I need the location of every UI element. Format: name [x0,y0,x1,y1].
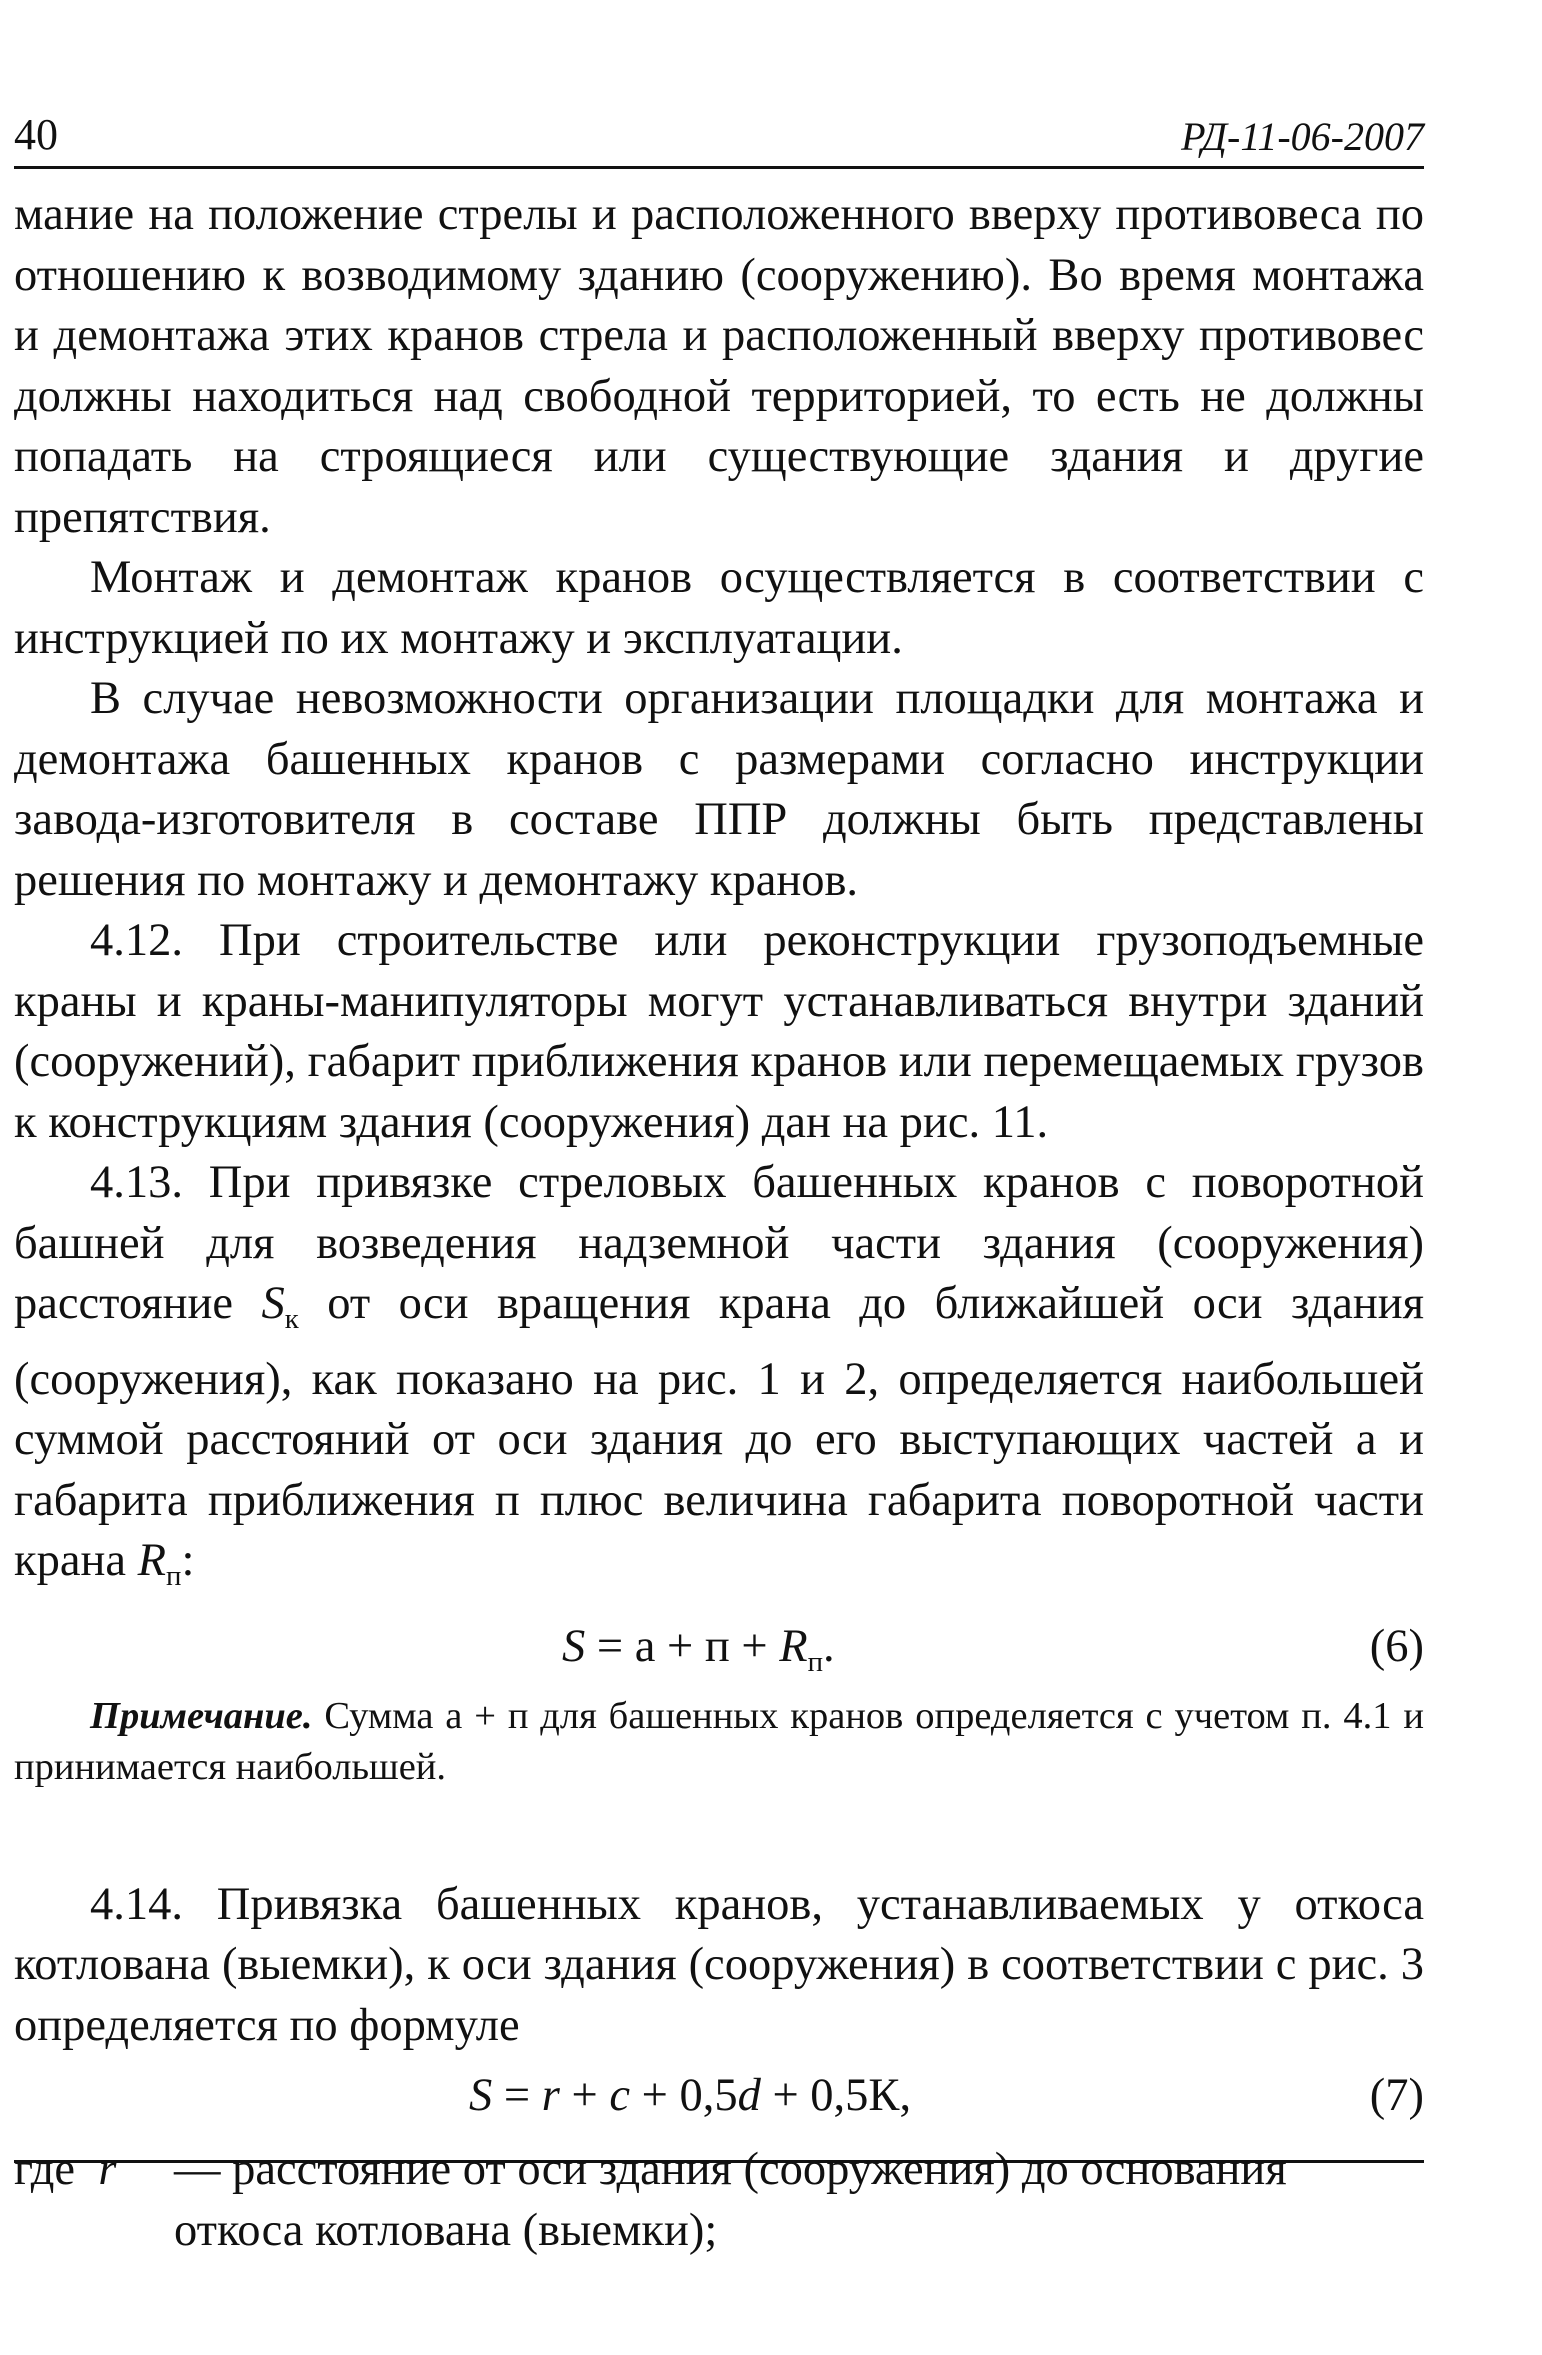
paragraph-site-impossible: В случае невозможности организации площадки для монтажа и демонтажа башенных кранов с размерами согласно инструкции завода-изготовителя в составе ППР должны быть представлены решения по монтажу и демонтажу кранов. [14,673,1424,906]
f7-plus1: + [559,2070,610,2122]
p413-subscript-n: п [166,1560,182,1593]
f6-end: . [823,1620,835,1672]
formula-7-expression [469,2060,911,2132]
page-number: 40 [14,110,58,159]
note [14,1691,1424,1793]
f7-d: d [737,2070,761,2122]
formula-6-number: (6) [1369,1620,1424,1672]
where-word: где [14,2144,76,2196]
where-label [14,2140,116,2201]
paragraph-mounting: Монтаж и демонтаж кранов осуществляется в соответствии с инструкцией по их монтажу и эксплуатации. [14,552,1424,664]
f6-s: S [562,1620,586,1672]
p413-text-b: от оси вращения крана до ближайшей оси здания (сооружения), как показано на рис. 1 и 2, определяется наибольшей суммой расстояний от оси здания до его выступающих частей а и габарита приближения п плюс величина габарита поворотной части крана [14,1278,1424,1587]
p413-symbol-s: S [261,1278,285,1329]
p413-colon: : [181,1535,195,1587]
p413-text-a: 4.13. При привязке стреловых башенных кранов с поворотной башней для возведения надземной части здания (сооружения) расстояние [14,1157,1424,1329]
f7-plus2: + 0,5 [629,2070,738,2122]
f7-r: r [541,2070,560,2122]
paragraph-4-13 [14,1153,1424,1607]
f7-rest: + 0,5К, [760,2070,912,2122]
where-description: — расстояние от оси здания (сооружения) до основания откоса котлована (выемки); [174,2144,1287,2256]
p413-subscript-k: к [284,1303,299,1336]
f6-sub: п [807,1645,824,1678]
where-definition [14,2140,1424,2261]
footer-rule [14,2160,1424,2163]
p413-symbol-r: R [137,1535,167,1587]
f7-c: c [609,2070,630,2122]
page-header [14,108,1424,169]
f6-mid: = а + п + [585,1620,780,1672]
paragraph-continuation: мание на положение стрелы и расположенного вверху противовеса по отношению к возводимому зданию (сооружению). Во время монтажа и демонтажа этих кранов стрела и расположенный вверху противовес должны находиться над свободной территорией, то есть не должны попадать на строящиеся или существующие здания и другие препятствия. [14,189,1424,543]
document-code: РД-11-06-2007 [1181,114,1424,159]
formula-6 [14,1611,1424,1683]
f7-s: S [469,2070,493,2122]
page-body [14,185,1424,2261]
formula-7 [14,2060,1424,2132]
note-label: Примечание. [90,1694,313,1737]
note-text: Сумма а + п для башенных кранов определяется с учетом п. 4.1 и принимается наибольшей. [14,1694,1424,1788]
f6-r: R [779,1620,808,1672]
where-variable: r [98,2144,117,2196]
formula-7-number: (7) [1369,2070,1424,2122]
paragraph-4-14: 4.14. Привязка башенных кранов, устанавливаемых у откоса котлована (выемки), к оси здания (сооружения) в соответствии с рис. 3 определяется по формуле [14,1878,1424,2051]
formula-6-expression [562,1611,835,1698]
paragraph-4-12: 4.12. При строительстве или реконструкции грузоподъемные краны и краны-манипуляторы могут устанавливаться внутри зданий (сооружений), габарит приближения кранов или перемещаемых грузов к конструкциям здания (сооружения) дан на рис. 11. [14,915,1424,1148]
spacer [14,1793,1424,1875]
f7-eq: = [492,2070,542,2122]
